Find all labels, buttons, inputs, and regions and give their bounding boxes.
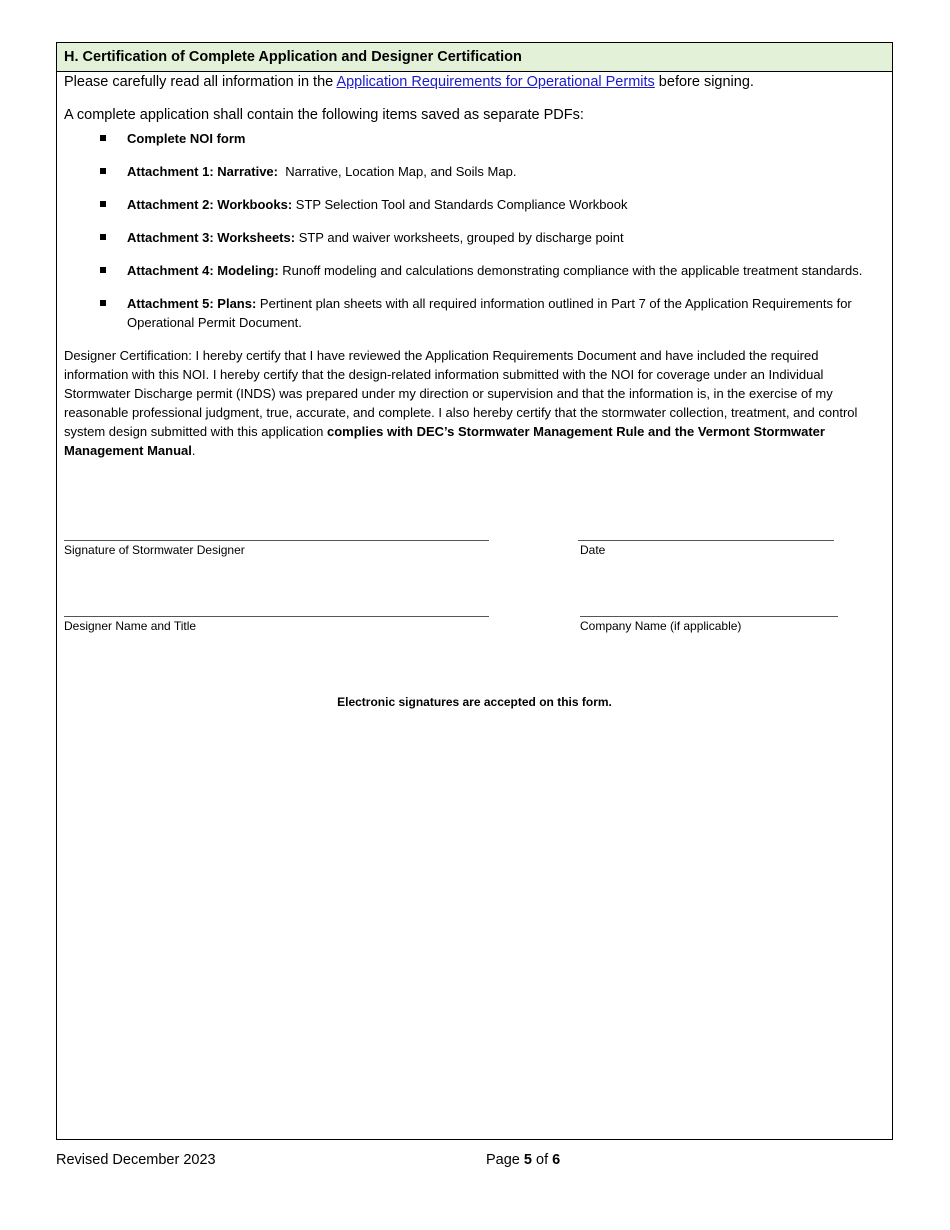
designer-certification-text: Designer Certification: I hereby certify that I have reviewed the Application Requirements Document and have included the required information with this NOI. I hereby certify that the design-related information submitted with the NOI for coverage under an Individual Stormwater Discharge permit (INDS) was prepared under my direction or supervision and that the information is, in the exercise of my reasonable professional judgment, true, accurate, and complete. I also hereby certify that the stormwater collection, treatment, and control system design submitted with this application complies with DEC’s Stormwater Management Rule and the Vermont Stormwater Management Manual.: [64, 348, 858, 458]
square-bullet-icon: [100, 168, 106, 174]
square-bullet-icon: [100, 267, 106, 273]
date-field[interactable]: [578, 540, 834, 541]
application-requirements-link[interactable]: Application Requirements for Operational Permits: [336, 74, 655, 90]
electronic-signature-notice: Electronic signatures are accepted on this form.: [337, 695, 612, 709]
square-bullet-icon: [100, 300, 106, 306]
list-item: Attachment 1: Narrative: Narrative, Location Map, and Soils Map.: [100, 162, 884, 181]
date-label: Date: [580, 543, 606, 557]
required-items-list: [64, 129, 884, 332]
list-item: Attachment 4: Modeling: Runoff modeling and calculations demonstrating compliance with the applicable treatment standards.: [100, 261, 884, 280]
list-item: Attachment 2: Workbooks: STP Selection Tool and Standards Compliance Workbook: [100, 195, 884, 214]
signature-label: Signature of Stormwater Designer: [64, 543, 245, 557]
items-intro: A complete application shall contain the following items saved as separate PDFs:: [64, 107, 584, 123]
section-title: H. Certification of Complete Application and Designer Certification: [57, 43, 892, 72]
revision-date: Revised December 2023: [56, 1152, 216, 1168]
signature-field[interactable]: [64, 540, 489, 541]
intro-paragraph: Please carefully read all information in the Application Requirements for Operational Permits before signing.: [64, 74, 754, 90]
certification-section: [56, 42, 893, 1140]
company-name-label: Company Name (if applicable): [580, 619, 742, 633]
page-number: Page 5 of 6: [486, 1152, 561, 1168]
square-bullet-icon: [100, 135, 106, 141]
list-item: Attachment 5: Plans: Pertinent plan sheets with all required information outlined in Part 7 of the Application Requirements for Operational Permit Document.: [100, 294, 884, 332]
list-item: Attachment 3: Worksheets: STP and waiver worksheets, grouped by discharge point: [100, 228, 884, 247]
company-name-field[interactable]: [580, 616, 838, 617]
square-bullet-icon: [100, 201, 106, 207]
designer-name-label: Designer Name and Title: [64, 619, 197, 633]
list-item: Complete NOI form: [100, 129, 884, 148]
designer-name-field[interactable]: [64, 616, 489, 617]
square-bullet-icon: [100, 234, 106, 240]
